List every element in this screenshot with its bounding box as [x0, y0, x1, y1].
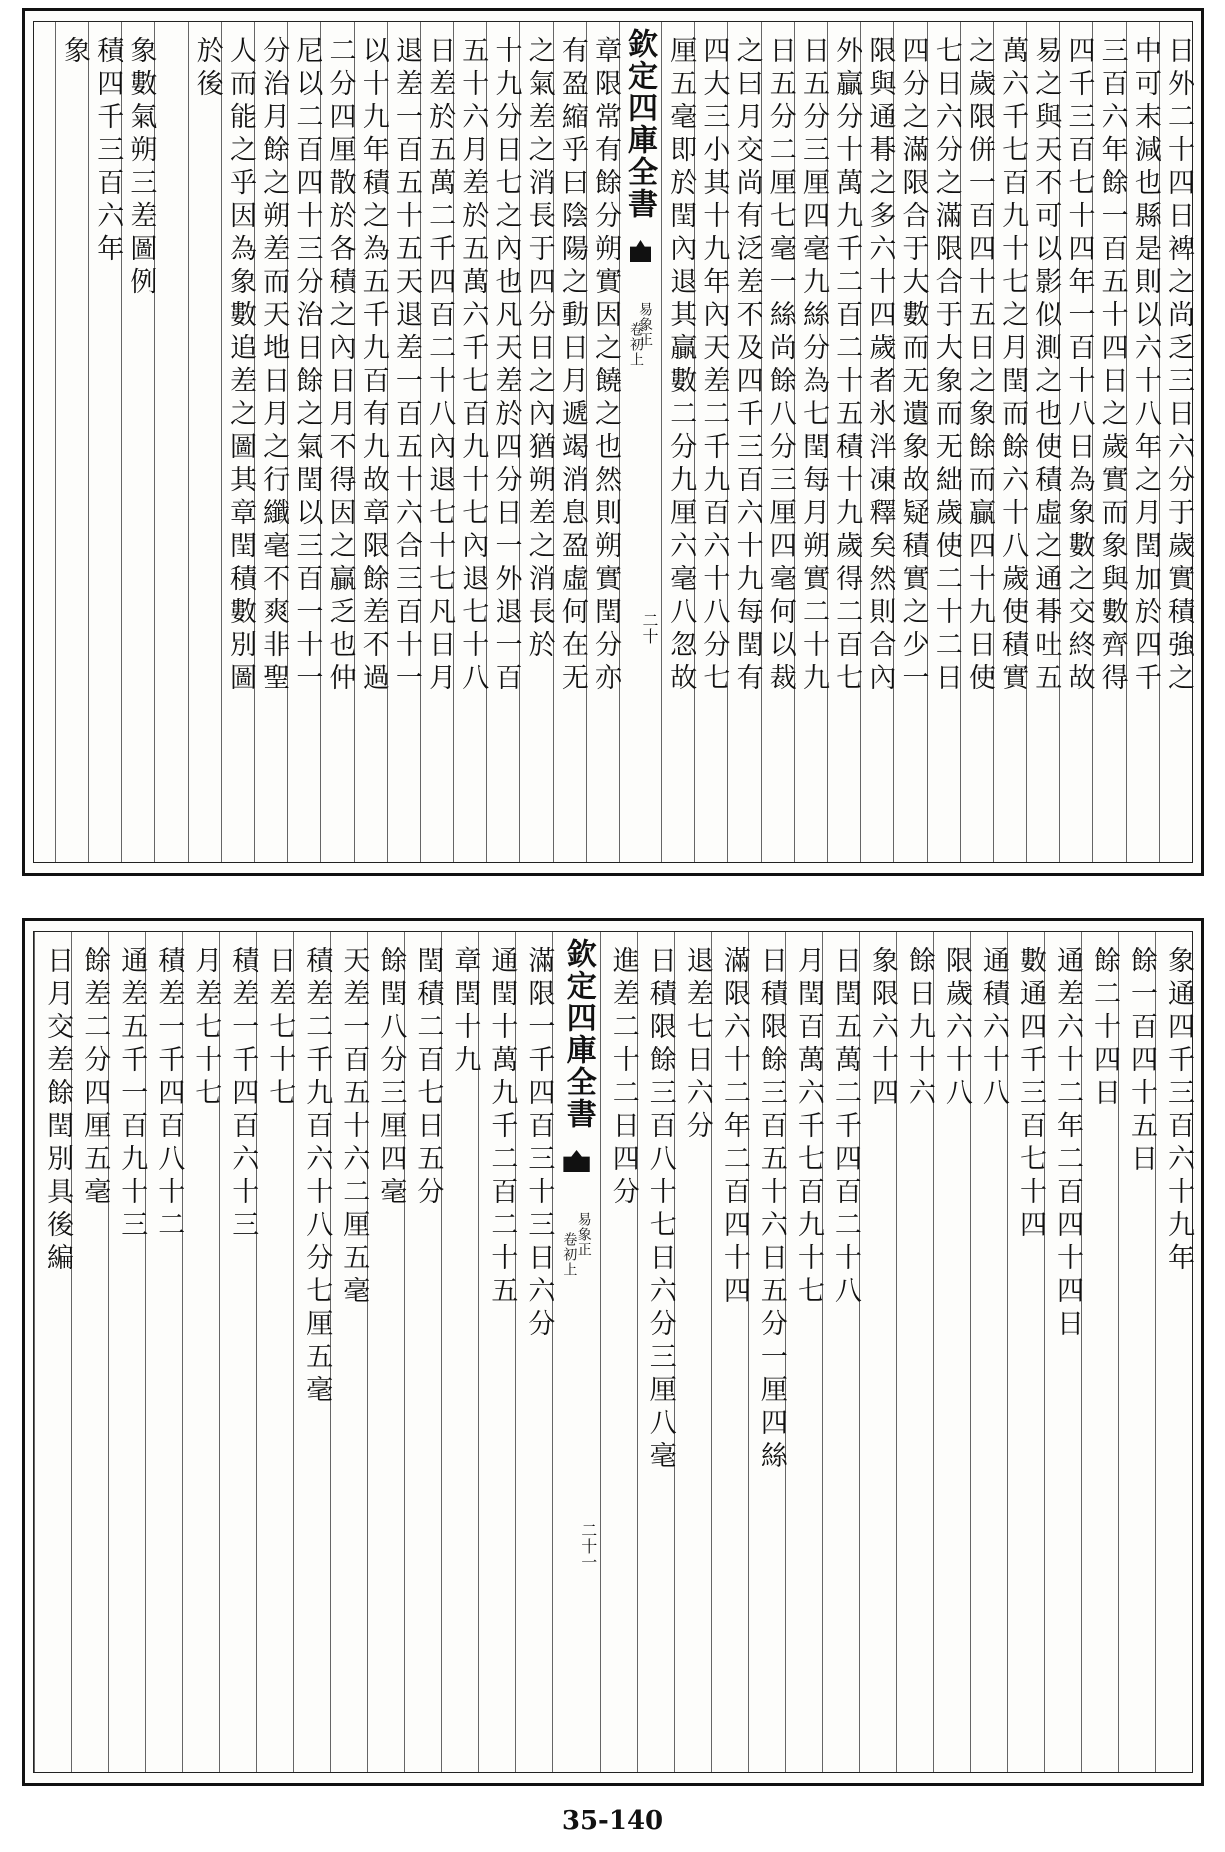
bottom-right-text-column [711, 932, 748, 1772]
column-text: 積四千三百六年 [92, 36, 124, 267]
column-text: 餘差二分四厘五毫 [79, 946, 111, 1210]
center-fold-column [619, 22, 661, 862]
column-text: 之歲限併一百四十五日之象餘而贏四十九日使 [963, 36, 995, 696]
book-title: 欽定四庫全書 [622, 28, 657, 220]
column-text: 通差五千一百九十三 [116, 946, 148, 1243]
column-text: 通閏十萬九千二百二十五 [486, 946, 518, 1309]
bottom-page-frame [33, 931, 1193, 1773]
top-right-text-column [960, 22, 993, 862]
column-text: 日差七十七 [264, 946, 296, 1111]
column-text: 象數氣朔三差圖例 [125, 36, 157, 300]
column-text: 餘一百四十五日 [1125, 946, 1157, 1177]
column-text: 限與通朞之多六十四歲者氷泮凍釋矣然則合內 [864, 36, 896, 696]
bottom-left-text-column [404, 932, 444, 1772]
top-left-text-column [88, 22, 124, 862]
column-text: 天差一百五十六二厘五毫 [338, 946, 370, 1309]
column-text: 限歲六十八 [940, 946, 972, 1111]
top-page [22, 8, 1204, 876]
bottom-right-text-column [674, 932, 711, 1772]
top-left-text-column [486, 22, 522, 862]
column-text: 日月交差餘閏別具後編 [42, 946, 74, 1276]
column-text: 厘五毫即於閏內退其贏數二分九厘六毫八忽故 [665, 36, 697, 696]
column-text: 象通四千三百六十九年 [1163, 946, 1194, 1276]
bottom-page [22, 918, 1204, 1786]
top-right-text-column [1126, 22, 1159, 862]
top-left-text-column [553, 22, 586, 862]
top-left-text-column [55, 22, 88, 862]
top-right-text-column [1026, 22, 1062, 862]
column-text: 易之與天不可以影似測之也使積虛之通朞吐五 [1030, 36, 1062, 696]
top-page-columns [34, 22, 1192, 862]
bottom-left-text-column [293, 932, 333, 1772]
column-text: 有盈縮乎曰陰陽之動日月遞竭消息盈虛何在无 [556, 36, 588, 696]
top-left-text-column [320, 22, 356, 862]
top-right-text-column [1159, 22, 1192, 862]
column-text: 五十六月差於五萬六千七百九十七內退七十八 [457, 36, 489, 696]
bottom-left-text-column [145, 932, 185, 1772]
top-right-text-column [661, 22, 697, 862]
fishtail-mark-icon [563, 1150, 589, 1172]
column-text: 滿限一千四百三十三日六分 [523, 946, 555, 1342]
top-left-text-column [387, 22, 420, 862]
column-text: 月差七十七 [190, 946, 222, 1111]
bottom-left-text-column [108, 932, 148, 1772]
top-right-text-column [694, 22, 730, 862]
top-left-text-column [254, 22, 290, 862]
folio-number: 二十 [640, 612, 659, 644]
book-title: 欽定四庫全書 [560, 938, 596, 1130]
column-text: 外贏分十萬九千二百二十五積十九歲得二百七 [831, 36, 863, 696]
column-text: 日五分二厘七毫一絲尚餘八分三厘四毫何以裁 [764, 36, 796, 696]
column-text: 餘日九十六 [903, 946, 935, 1111]
column-text: 日閏五萬二千四百二十八 [829, 946, 861, 1309]
column-text: 之曰月交尚有泛差不及四千三百六十九每閏有 [731, 36, 763, 696]
top-right-text-column [860, 22, 896, 862]
bottom-right-text-column [600, 932, 637, 1772]
column-text: 積差二千九百六十八分七厘五毫 [301, 946, 333, 1408]
column-text: 於後 [191, 36, 223, 102]
book-subtitle: 易象正 [575, 1212, 592, 1257]
bottom-left-text-column [515, 932, 555, 1772]
top-left-text-column [188, 22, 221, 862]
column-text: 四大三小其十九年內天差二千九百六十八分七 [698, 36, 730, 696]
column-text: 分治月餘之朔差而天地日月之行纖毫不爽非聖 [258, 36, 290, 696]
column-text: 積差一千四百八十二 [153, 946, 185, 1243]
bottom-left-text-column [478, 932, 518, 1772]
column-text: 尼以二百四十三分治日餘之氣閏以三百一十一 [291, 36, 323, 696]
bottom-left-text-column [182, 932, 222, 1772]
bottom-right-text-column [822, 932, 859, 1772]
bottom-left-text-column [367, 932, 407, 1772]
top-right-text-column [927, 22, 960, 862]
column-text: 象 [59, 36, 90, 69]
top-left-text-column [354, 22, 387, 862]
top-right-text-column [727, 22, 763, 862]
column-text: 退差一百五十五天退差一百五十六合三百十一 [390, 36, 422, 696]
bottom-right-text-column [896, 932, 933, 1772]
bottom-right-text-column [859, 932, 896, 1772]
center-fold-column [552, 932, 599, 1772]
column-text: 七日六分之滿限合于大象而无絀歲使二十二日 [930, 36, 962, 696]
top-left-text-column [586, 22, 619, 862]
top-left-text-column [287, 22, 323, 862]
bottom-right-text-column [1155, 932, 1192, 1772]
column-text: 積差一千四百六十三 [227, 946, 259, 1243]
bottom-right-text-column [1081, 932, 1118, 1772]
column-text: 三百六年餘一百五十四日之歲實而象與數齊得 [1096, 36, 1128, 696]
column-text: 餘閏八分三厘四毫 [375, 946, 407, 1210]
column-text: 以十九年積之為五千九百有九故章限餘差不過 [357, 36, 389, 696]
bottom-right-text-column [1118, 932, 1155, 1772]
column-text: 四千三百七十四年一百十八日為象數之交終故 [1063, 36, 1095, 696]
bottom-left-text-column [219, 932, 259, 1772]
column-text: 萬六千七百九十七之月閏而餘六十八歲使積實 [997, 36, 1029, 696]
column-text: 四分之滿限合于大數而无遺象故疑積實之少一 [897, 36, 929, 696]
bottom-right-text-column [637, 932, 674, 1772]
column-text: 通差六十二年二百四十四日 [1051, 946, 1083, 1342]
column-text: 章閏十九 [449, 946, 481, 1078]
folio-number: 二十一 [578, 1522, 598, 1570]
column-text: 人而能之乎因為象數追差之圖其章閏積數別圖 [224, 36, 256, 696]
column-text: 日積限餘三百五十六日五分一厘四絲 [755, 946, 787, 1474]
column-text: 滿限六十二年二百四十四 [718, 946, 750, 1309]
bottom-left-text-column [330, 932, 370, 1772]
top-right-text-column [993, 22, 1029, 862]
top-page-frame [33, 21, 1193, 863]
top-left-text-column [453, 22, 489, 862]
bottom-right-text-column [1044, 932, 1081, 1772]
top-left-text-column [420, 22, 456, 862]
top-right-text-column [761, 22, 794, 862]
page-footer-number: 35-140 [561, 1806, 664, 1836]
column-text: 閏積二百七日五分 [412, 946, 444, 1210]
volume-label: 卷初上 [628, 322, 644, 367]
column-text: 退差七日六分 [681, 946, 713, 1144]
top-left-text-column [221, 22, 254, 862]
column-text: 十九分日七之內也凡天差於四分日一外退一百 [490, 36, 522, 696]
column-text: 日積限餘三百八十七日六分三厘八毫 [644, 946, 676, 1474]
fishtail-mark-icon [630, 240, 651, 262]
top-left-text-column [519, 22, 555, 862]
top-right-text-column [794, 22, 827, 862]
column-text: 之氣差之消長于四分日之內猶朔差之消長於 [523, 36, 555, 663]
bottom-right-text-column [748, 932, 785, 1772]
bottom-left-text-column [256, 932, 296, 1772]
top-right-text-column [1059, 22, 1095, 862]
column-text: 中可末減也縣是則以六十八年之月閏加於四千 [1129, 36, 1161, 696]
top-right-text-column [1092, 22, 1128, 862]
bottom-left-text-column [441, 932, 481, 1772]
column-text: 章限常有餘分朔實因之饒之也然則朔實閏分亦 [590, 36, 621, 696]
bottom-page-columns [34, 932, 1192, 1772]
volume-label: 卷初上 [561, 1232, 578, 1277]
bottom-right-text-column [933, 932, 970, 1772]
bottom-right-text-column [970, 932, 1007, 1772]
column-text: 通積六十八 [977, 946, 1009, 1111]
book-subtitle: 易象正 [637, 302, 653, 347]
top-left-text-column [154, 22, 187, 862]
column-text: 月閏百萬六千七百九十七 [792, 946, 824, 1309]
column-text: 日差於五萬二千四百二十八內退七十七凡日月 [424, 36, 456, 696]
column-text: 餘二十四日 [1088, 946, 1120, 1111]
column-text: 二分四厘散於各積之內日月不得因之贏乏也仲 [324, 36, 356, 696]
top-right-text-column [827, 22, 863, 862]
bottom-right-text-column [1007, 932, 1044, 1772]
top-right-text-column [893, 22, 929, 862]
column-text: 數通四千三百七十四 [1014, 946, 1046, 1243]
column-text: 象限六十四 [866, 946, 898, 1111]
bottom-right-text-column [785, 932, 822, 1772]
bottom-left-text-column [71, 932, 111, 1772]
column-text: 日五分三厘四毫九絲分為七閏每月朔實二十九 [797, 36, 829, 696]
column-text: 進差二十二日四分 [607, 946, 639, 1210]
top-left-text-column [121, 22, 157, 862]
column-text: 日外二十四日裨之尚乏三日六分于歲實積強之 [1163, 36, 1194, 696]
bottom-left-text-column [34, 932, 74, 1772]
